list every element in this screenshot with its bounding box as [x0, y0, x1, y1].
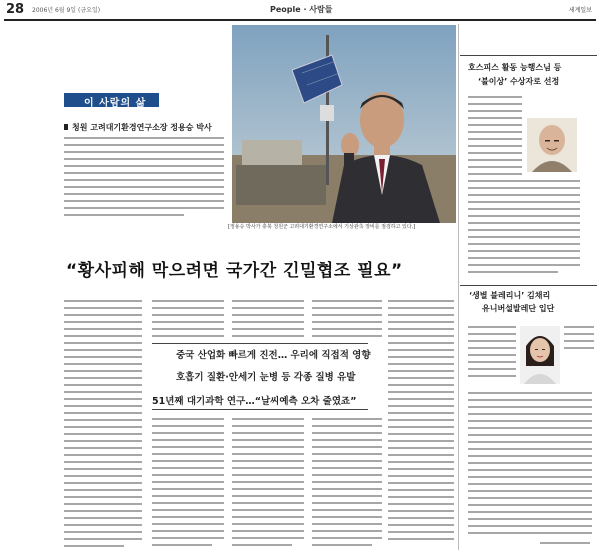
sidebar-headline-2: ‘생별 블레리니’ 김채리: [469, 291, 551, 300]
pull-quote-2: 호흡기 질환·안세기 눈병 등 각종 질병 유발: [176, 372, 356, 383]
byline: 청원 고려대기환경연구소장 정용승 박사: [72, 123, 212, 132]
series-label: 이 사람의 삶: [84, 98, 147, 109]
pull-quote-1: 중국 산업화 빠르게 진전… 우리에 직접적 영향: [176, 350, 371, 361]
page-number: 28: [6, 2, 25, 17]
sidebar-headline-2b: 유니버설발레단 입단: [482, 304, 555, 313]
photo-caption: [정용승 박사가 충북 청원군 고려대기환경연구소에서 기상관측 장비를 점검하고 있다.]: [228, 224, 416, 230]
sidebar-headline-1: 호스피스 활동 능행스님 등: [468, 63, 562, 72]
issue-date: 2006년 6월 9일 (금요일): [32, 7, 101, 14]
paper-name: 세계일보: [568, 7, 592, 14]
headline: “황사피해 막으려면 국가간 긴밀협조 필요”: [66, 261, 403, 281]
sidebar-headline-1b: ‘불이상’ 수상자로 선정: [478, 77, 560, 86]
pull-quote-3: 51년째 대기과학 연구…“날씨예측 오차 줄였죠”: [152, 396, 357, 407]
section-title: People · 사람들: [270, 5, 333, 14]
